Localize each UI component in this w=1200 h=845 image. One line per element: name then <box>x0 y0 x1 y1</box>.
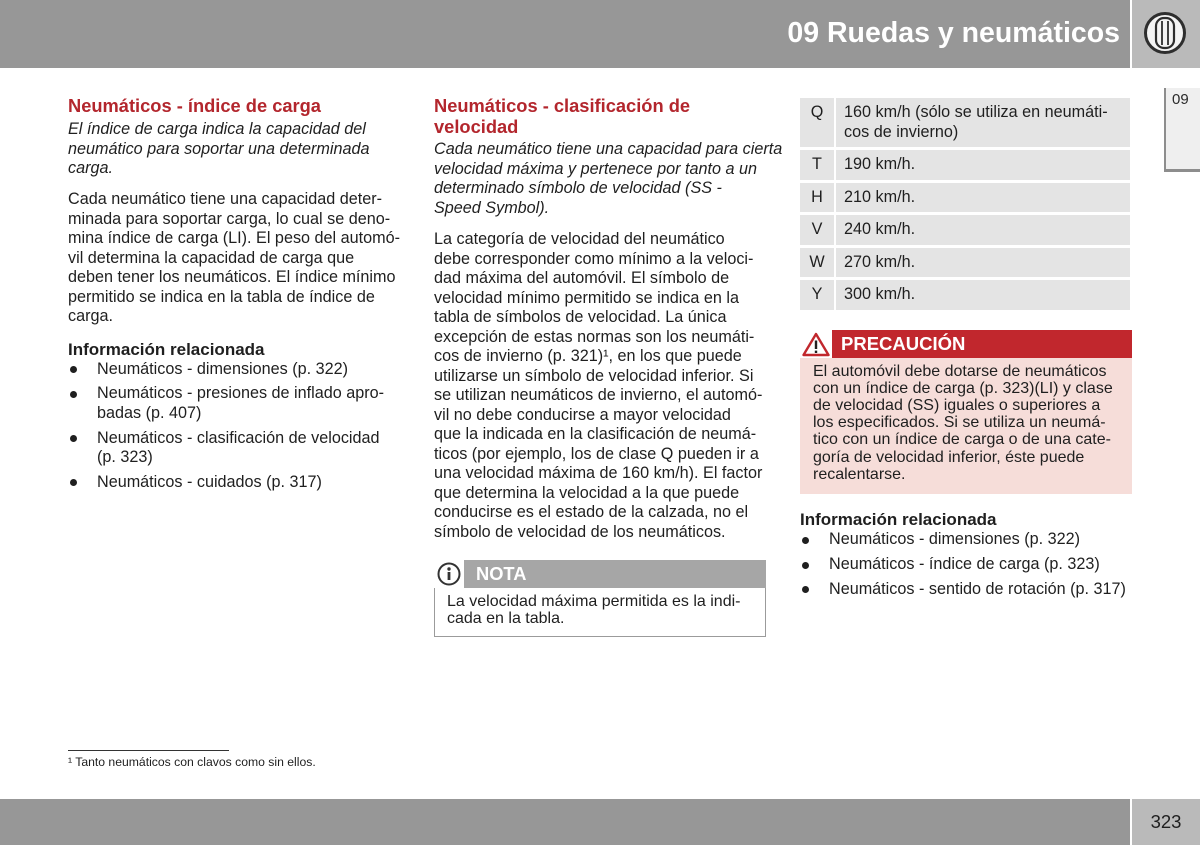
section-intro <box>434 140 782 218</box>
chapter-header-bar <box>0 0 1130 68</box>
related-item-line: Neumáticos - sentido de rotación (p. 317) <box>829 579 1126 598</box>
body-line: vil determina la capacidad de carga que <box>68 248 355 267</box>
caution-line: goría de velocidad inferior, éste puede <box>813 448 1085 466</box>
caution-label: PRECAUCIÓN <box>841 333 966 354</box>
bullet-dot <box>70 479 77 486</box>
body-line: minada para soportar carga, lo cual se deno- <box>68 209 391 228</box>
speed-value-line: 240 km/h. <box>844 220 916 238</box>
speed-value-line: 210 km/h. <box>844 187 916 206</box>
caution-icon-box <box>800 330 832 358</box>
note-header <box>434 560 766 588</box>
body-line: utilizarse un símbolo de velocidad inferior. Si <box>434 366 754 385</box>
body-line: que determina la velocidad a la que puede <box>434 483 740 502</box>
related-info-list <box>68 360 413 493</box>
related-info-list <box>800 530 1160 599</box>
speed-symbol-cell: Y <box>800 280 834 310</box>
caution-box <box>800 330 1132 494</box>
related-item-line: badas (p. 407) <box>97 403 202 422</box>
speed-value-cell <box>836 280 1130 310</box>
related-item-line: Neumáticos - dimensiones (p. 322) <box>829 530 1081 549</box>
speed-value-line: 300 km/h. <box>844 285 916 303</box>
section-heading-load-index: Neumáticos - índice de carga <box>68 94 321 116</box>
bullet-dot <box>802 562 809 569</box>
speed-symbol-cell: H <box>800 183 834 213</box>
section-body <box>68 190 400 327</box>
bullet-dot <box>70 435 77 442</box>
speed-symbol-cell: W <box>800 248 834 278</box>
caution-line: recalentarse. <box>813 465 906 483</box>
footnote-divider <box>68 750 229 751</box>
body-line: mina índice de carga (LI). El peso del automó- <box>68 229 401 247</box>
note-box <box>434 560 766 637</box>
body-line: velocidad mínimo permitido se indica en la <box>434 288 740 307</box>
intro-line: velocidad máxima y pertenece por tanto a un <box>434 159 758 178</box>
speed-table-row <box>800 183 1130 213</box>
page-number-box <box>1132 799 1200 845</box>
chapter-tab[interactable] <box>1164 88 1200 172</box>
caution-line: con un índice de carga (p. 323)(LI) y clase <box>813 379 1113 397</box>
caution-line: de velocidad (SS) iguales o superiores a <box>813 396 1101 414</box>
bullet-dot <box>802 537 809 544</box>
speed-value-cell <box>836 150 1130 180</box>
chapter-title: 09 Ruedas y neumáticos <box>787 17 1120 49</box>
heading-line: velocidad <box>434 115 519 137</box>
tire-icon <box>1143 11 1187 55</box>
speed-value-line: 270 km/h. <box>844 252 916 271</box>
speed-table-row <box>800 248 1130 278</box>
body-line: debe corresponder como mínimo a la veloci- <box>434 249 754 268</box>
speed-table-row <box>800 150 1130 180</box>
bullet-dot <box>802 586 809 593</box>
related-list-item <box>800 530 1160 550</box>
chapter-icon-box <box>1132 0 1200 68</box>
intro-line: carga. <box>68 159 113 177</box>
related-list-item <box>68 429 413 468</box>
note-line: La velocidad máxima permitida es la indi- <box>447 593 741 610</box>
speed-value-cell <box>836 183 1130 213</box>
intro-line: determinado símbolo de velocidad (SS - <box>434 179 722 197</box>
related-info-title: Información relacionada <box>800 510 997 529</box>
intro-line: El índice de carga indica la capacidad del <box>68 120 366 138</box>
heading-line: Neumáticos - clasificación de <box>434 94 691 116</box>
speed-value-line: cos de invierno) <box>844 122 959 141</box>
footer-bar <box>0 799 1130 845</box>
body-line: conducirse es el estado de la calzada, no el <box>434 503 749 522</box>
related-list-item <box>800 580 1160 600</box>
note-line: cada en la tabla. <box>447 610 565 627</box>
speed-value-line: 160 km/h (sólo se utiliza en neumáti- <box>844 103 1108 121</box>
body-line: vil no debe conducirse a mayor velocidad <box>434 405 731 424</box>
speed-symbol-cell: V <box>800 215 834 245</box>
warning-triangle-icon <box>802 332 830 357</box>
speed-table-row <box>800 215 1130 245</box>
bullet-dot <box>70 366 77 373</box>
body-line: tabla de símbolos de velocidad. La única <box>434 308 727 327</box>
body-line: La categoría de velocidad del neumático <box>434 230 725 249</box>
section-heading-speed-rating <box>434 95 690 137</box>
related-item-line: Neumáticos - índice de carga (p. 323) <box>829 555 1100 573</box>
speed-symbol-cell: T <box>800 150 834 180</box>
chapter-tab-label: 09 <box>1172 91 1189 108</box>
related-item-line: (p. 323) <box>97 448 153 466</box>
caution-line: El automóvil debe dotarse de neumáticos <box>813 362 1107 380</box>
caution-line: tico con un índice de carga o de una cate- <box>813 431 1111 449</box>
related-list-item <box>68 360 413 380</box>
body-line: permitido se indica en la tabla de índice de <box>68 287 375 306</box>
speed-table-row <box>800 280 1130 310</box>
related-item-line: Neumáticos - cuidados (p. 317) <box>97 472 322 491</box>
intro-line: neumático para soportar una determinada <box>68 139 370 158</box>
body-line: dad máxima del automóvil. El símbolo de <box>434 269 730 288</box>
info-icon <box>437 562 461 586</box>
speed-value-line: 190 km/h. <box>844 155 916 173</box>
caution-body <box>800 358 1132 494</box>
related-list-item <box>800 555 1160 575</box>
body-line: excepción de estas normas son los neumáti- <box>434 327 755 346</box>
speed-symbol-table <box>800 98 1130 313</box>
caution-line: los especificados. Si se utiliza un neumá- <box>813 414 1106 432</box>
body-line: ticos (por ejemplo, los de clase Q pueden ir a <box>434 444 759 463</box>
note-label: NOTA <box>476 563 527 584</box>
body-line: que la indicada en la clasificación de neumá- <box>434 425 757 444</box>
section-intro <box>68 120 369 179</box>
caution-header <box>800 330 1132 358</box>
intro-line: Speed Symbol). <box>434 198 550 217</box>
related-item-line: Neumáticos - presiones de inflado apro- <box>97 384 385 403</box>
speed-table-row <box>800 98 1130 147</box>
speed-value-cell <box>836 98 1130 147</box>
note-icon-box <box>434 560 464 588</box>
intro-line: Cada neumático tiene una capacidad para cierta <box>434 140 783 158</box>
body-line: deben tener los neumáticos. El índice mínimo <box>68 268 396 286</box>
footnote: ¹ Tanto neumáticos con clavos como sin ellos. <box>68 755 316 769</box>
related-item-line: Neumáticos - dimensiones (p. 322) <box>97 359 349 378</box>
bullet-dot <box>70 391 77 398</box>
speed-value-cell <box>836 215 1130 245</box>
related-item-line: Neumáticos - clasificación de velocidad <box>97 428 380 447</box>
section-body <box>434 230 762 542</box>
body-line: Cada neumático tiene una capacidad deter- <box>68 190 383 208</box>
note-body <box>434 588 766 637</box>
body-line: se utilizan neumáticos de invierno, el automó- <box>434 386 763 405</box>
related-list-item <box>68 473 413 493</box>
body-line: símbolo de velocidad de los neumáticos. <box>434 522 726 541</box>
body-line: carga. <box>68 307 113 325</box>
body-line: una velocidad máxima de 160 km/h). El factor <box>434 464 763 483</box>
related-info-title: Información relacionada <box>68 340 265 359</box>
related-list-item <box>68 384 413 423</box>
page-number: 323 <box>1150 811 1182 832</box>
speed-value-cell <box>836 248 1130 278</box>
body-line: cos de invierno (p. 321)¹, en los que puede <box>434 347 742 366</box>
speed-symbol-cell: Q <box>800 98 834 147</box>
